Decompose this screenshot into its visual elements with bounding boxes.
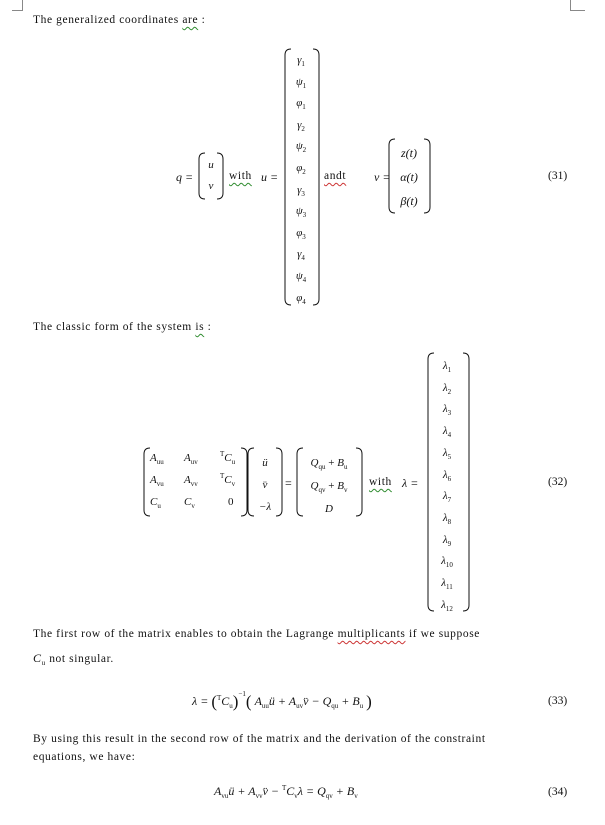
eq32-matrix-cell-index: vv [190,480,198,488]
eq32-matrix-cell [150,474,164,486]
eq31-v: v = [374,170,391,184]
eq31-u-entry-index: 3 [302,211,307,220]
eq32-lambda-entry [443,443,451,465]
eq31-u-entry-index: 2 [301,124,305,133]
eq31-with-label: with [229,170,252,182]
eq31-u-entry-index: 3 [302,232,306,241]
eq32-unknown-entry: ü [262,457,268,469]
eq32-lambda-vector [432,356,462,616]
eq31-u-entry [297,244,305,266]
eq31-u-entry-symbol: ψ [295,140,303,153]
eq31-u-entry-index: 1 [301,60,305,68]
eq32-rhs-entry: $Q_{qu} + B_u$ [310,457,348,471]
eq32-matrix-cell-index: vu [156,480,164,488]
crop-mark-top-right [570,0,585,11]
para-generalized-coordinates: The generalized coordinates are : [33,14,206,26]
eq31-q: q = [176,170,194,184]
eq33-formula: $\lambda = (^TC_u)^{-1}$( $A_{uu}ü$ + $A_{uv}v̈ - Q_{qu} + B_u$ ) [192,690,372,711]
eq32-rhs-term-index: v [343,486,348,494]
eq32-lambda-entry-index: 2 [447,387,452,396]
para-using-result: By using this result in the second row of the matrix and the derivation of the constraint [33,733,486,745]
eq31-u-entry [296,288,306,310]
eq32-matrix-cell-symbol: A [184,474,191,486]
eq32-matrix-cell-symbol: C [184,496,192,508]
eq31-u-entry-index: 2 [302,167,306,176]
eq32-lambda-bracket-right [462,352,470,612]
eq31-u-entry-symbol: φ [296,226,303,239]
eq31-u-entry-index: 1 [302,103,306,112]
eq31-v-entry: α(t) [400,170,418,184]
eq34-number: (34) [548,786,568,798]
eq32-lambda-entry-index: 10 [445,561,453,570]
eq32-matrix-cell [184,496,195,508]
eq31-v-entry: z(t) [401,146,417,160]
eq31-v-vector [392,141,426,213]
eq32-lambda: λ = [402,476,419,490]
eq32-matrix-cell-index: u [231,458,236,466]
eq31-u-entry-index: 4 [302,275,307,284]
eq32-matrix-cell-symbol: C [224,474,232,486]
eq31-u-entry [296,158,306,180]
eq32-matrix-cell-index: uu [156,458,164,466]
eq32-matrix-cell [150,496,161,508]
eq32-lambda-entry-symbol: λ [441,577,446,590]
eq32-rhs [302,452,356,520]
eq31-u-entry-index: 2 [302,146,307,155]
eq32-matrix-cell-symbol: C [224,452,232,464]
eq32-rhs-term: B [337,457,344,469]
eq31-u-entry-symbol: φ [296,97,303,110]
eq32-lambda-entry [441,595,453,617]
eq31-u-entry-symbol: ψ [295,75,303,88]
eq32-matrix-cell [150,452,164,464]
eq31-q-entry: v [208,180,214,192]
eq32-lambda-entry [443,530,451,552]
eq32-rhs-bracket-right [355,447,363,517]
eq32-matrix-cell-symbol: A [184,452,191,464]
para-classic-form: The classic form of the system is : [33,321,212,333]
eq31-u-entry-index: 3 [301,189,305,198]
eq32-lambda-entry [443,356,451,378]
eq32-lambda-entry [443,399,451,421]
eq32-unknown-entry: v̈ [262,479,268,491]
eq32-lambda-entry-symbol: λ [442,490,448,503]
eq31-u-entry-symbol: γ [297,118,302,131]
eq32-lambda-entry-index: 7 [447,496,452,505]
eq32-rhs-term-index: qu [318,463,326,471]
eq32-lambda-entry-index: 3 [447,409,452,418]
eq32-lambda-entry [441,551,453,573]
eq32-lambda-entry-symbol: λ [442,360,448,372]
eq32-lambda-entry-symbol: λ [442,381,448,394]
eq32-unknowns-bracket-right [275,447,283,517]
eq32-rhs-entry [325,498,333,520]
eq31-u-entry [296,201,306,223]
eq31-u-entry [297,115,305,137]
eq31-u-entry-index: 1 [302,81,307,90]
eq32-matrix-cell-symbol: A [150,474,157,486]
eq31-u-entry [297,50,305,72]
eq32-rhs-term: Q [310,480,319,492]
eq32-matrix-cell-index: u [157,502,161,510]
eq31-u-entry-symbol: γ [297,54,302,66]
eq31-u-entry [296,223,306,245]
eq32-matrix-cell [220,452,235,464]
eq31-number: (31) [548,170,568,182]
eq31-q-bracket-right [216,152,224,200]
eq32-lambda-entry-symbol: λ [442,425,448,438]
eq32-rhs-term: Q [310,457,319,469]
eq32-matrix-cell-symbol: C [150,496,158,508]
eq32-lambda-entry-symbol: λ [442,533,448,546]
eq32-lambda-entry [443,508,451,530]
para-first-row: The first row of the matrix enables to obtain the Lagrange multiplicants if we suppose [33,628,480,640]
para-using-result-line2: equations, we have: [33,751,136,763]
eq32-lambda-entry-symbol: λ [441,555,446,568]
eq32-lambda-entry [443,465,451,487]
eq31-and-label: andt [324,170,347,182]
para-first-row-line2: $C_u$ not singular. [33,651,114,667]
eq32-lambda-entry-index: 6 [447,474,452,483]
eq32-lambda-entry [443,378,451,400]
eq32-lambda-entry-symbol: λ [442,511,448,524]
eq32-matrix-cell [228,496,234,508]
eq32-matrix-cell-transpose: T [220,472,225,480]
eq32-lambda-entry-index: 11 [446,583,453,592]
eq32-lambda-entry-index: 5 [447,452,452,461]
eq32-lambda-entry-index: 12 [445,604,453,613]
eq32-rhs-term: B [337,480,344,492]
eq31-u-vector [289,50,313,309]
eq31-u-entry-symbol: γ [297,183,302,196]
eq32-rhs-term-index: qv [318,486,326,494]
eq32-rhs-term-index: u [343,463,348,471]
eq32-lambda-entry-index: 4 [447,431,452,440]
eq32-matrix-cell [184,452,198,464]
eq32-matrix-cell [220,474,235,486]
eq32-rhs-term: D [325,503,333,515]
eq32-matrix-cell-symbol: 0 [228,496,234,508]
eq31-v-bracket-right [423,138,431,214]
eq31-u-entry-symbol: φ [296,291,303,304]
eq31-u-entry-index: 4 [302,297,306,306]
eq32-matrix-cell-index: v [231,480,236,488]
eq32-unknown-entry: −λ [258,501,272,513]
eq32-lambda-entry [443,421,451,443]
eq34-formula: $A_{vu}ü$ + $A_{vv}v̈ - ^TC_v\lambda = Q_{qv} + B_v$ [214,784,358,800]
eq32-with-label: with [369,476,392,488]
eq31-u-bracket-right [312,48,320,306]
eq31-u-entry [296,93,306,115]
eq31-u-entry-symbol: ψ [295,269,303,282]
eq32-lambda-entry-symbol: λ [441,598,446,611]
eq31-u: u = [261,170,279,184]
eq31-u-entry [296,266,306,288]
eq32-number: (32) [548,476,568,488]
eq32-rhs-entry: $Q_{qv} + B_v$ [310,480,348,494]
eq32-lambda-entry-symbol: λ [442,468,448,481]
eq33-number: (33) [548,695,568,707]
eq32-lambda-entry [443,486,451,508]
eq32-matrix-cell-symbol: A [150,452,157,464]
eq32-equals: = [285,476,292,490]
eq32-matrix-cell-index: uv [190,458,198,466]
eq32-matrix-cell-transpose: T [220,450,225,458]
eq32-matrix-cell-index: v [191,502,195,510]
eq32-lambda-entry-index: 8 [447,517,452,526]
eq31-u-entry-symbol: γ [297,248,302,261]
eq32-lambda-entry-symbol: λ [442,403,448,416]
eq31-u-entry-index: 4 [301,254,305,263]
eq32-lambda-entry-index: 1 [447,366,452,374]
eq31-u-entry-symbol: ψ [295,205,303,218]
eq31-q-entry: u [208,159,214,171]
eq32-matrix-cell [184,474,198,486]
eq31-v-entry: β(t) [400,194,418,208]
eq31-u-entry-symbol: φ [296,161,303,174]
eq32-lambda-entry [441,573,453,595]
eq31-u-entry [296,72,306,94]
eq32-lambda-entry-index: 9 [447,539,452,548]
eq31-u-entry [296,136,306,158]
eq31-u-entry [297,180,305,202]
crop-mark-top-left [12,0,23,11]
eq32-lambda-entry-symbol: λ [442,446,448,459]
